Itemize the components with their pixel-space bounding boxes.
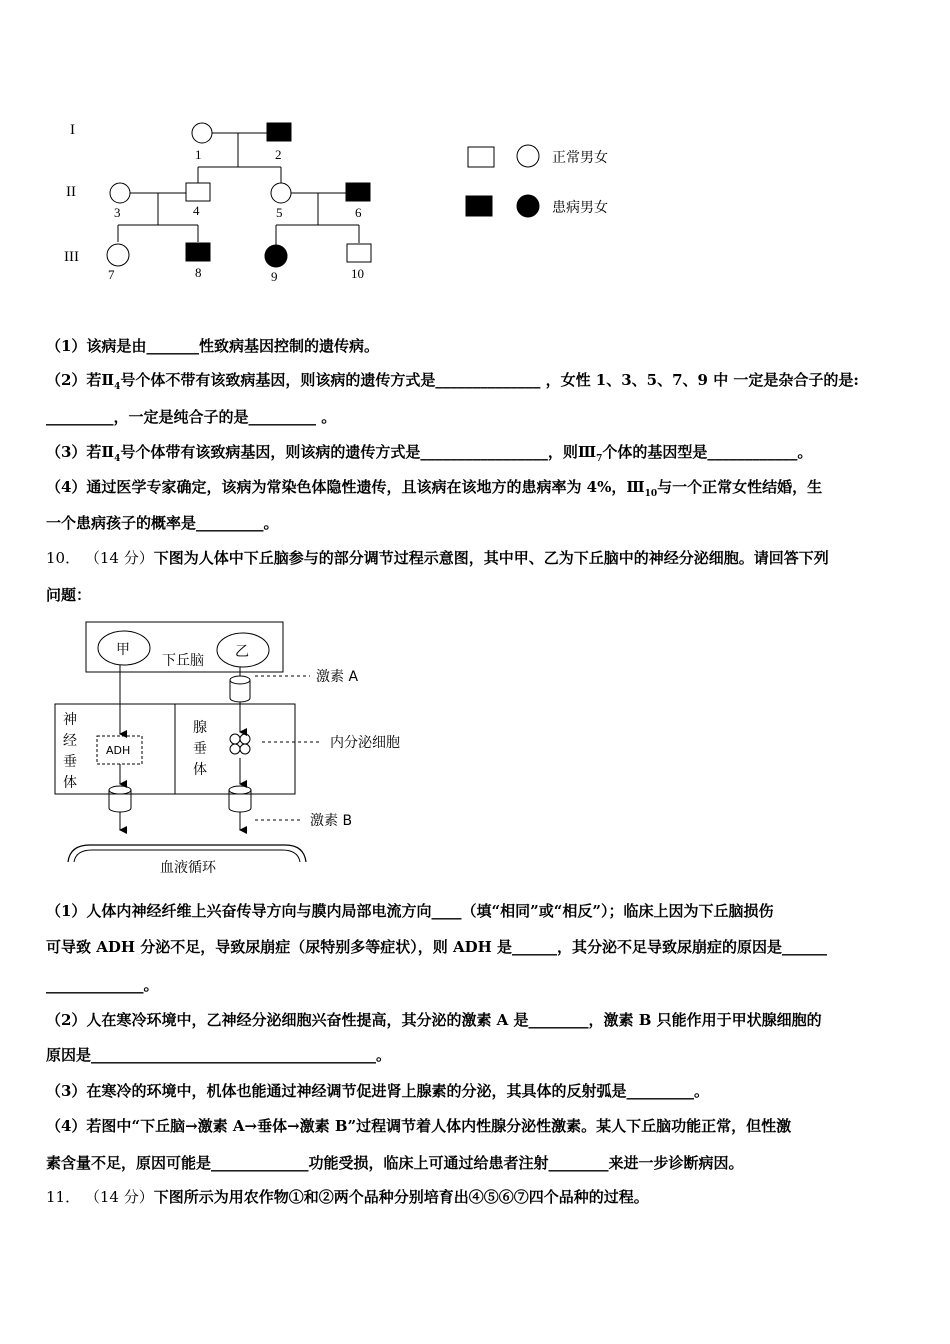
q9-part2: （2）若$Ⅱ_4$号个体不带有该致病基因，则该病的遗传方式是______________ ，女性 1、3、5、7、9 中 一定是杂合子的是: [46,371,859,392]
cell-yi-label: 乙 [235,644,249,660]
cell-jia-label: 甲 [116,642,130,658]
individual-7-normal-female [107,244,129,266]
legend-normal-male-icon [468,147,494,167]
q10-part1: （1）人体内神经纤维上兴奋传导方向与膜内局部电流方向____（填“相同”或“相反”）；临床上因为下丘脑损伤 [46,902,774,920]
legend-normal-female-icon [517,145,539,167]
generation-label-2: II [66,184,76,200]
q9-part3: （3）若$Ⅱ_4$号个体带有该致病基因，则该病的遗传方式是_________________，则$Ⅲ_7$个体的基因型是____________。 [46,443,813,464]
individual-label-5: 5 [276,205,283,220]
individual-label-6: 6 [355,205,362,220]
pedigree-figure [0,100,950,300]
individual-1-normal-female [192,123,212,143]
q10-part1-cont2: _____________。 [46,976,159,994]
q10-part1-cont: 可导致 ADH 分泌不足，导致尿崩症（尿特别多等症状），则 ADH 是______，其分泌不足导致尿崩症的原因是______ [46,938,828,956]
individual-label-9: 9 [271,269,278,284]
legend-affected-label: 患病男女 [552,200,608,216]
individual-label-3: 3 [114,205,121,220]
endocrine-cells [230,734,250,754]
individual-label-8: 8 [195,265,202,280]
q9-part1: （1）该病是由_______性致病基因控制的遗传病。 [46,337,379,355]
individual-9-affected-female [265,245,287,267]
generation-label-1: I [70,122,75,138]
q10-part2: （2）人在寒冷环境中，乙神经分泌细胞兴奋性提高，其分泌的激素 A 是________，激素 B 只能作用于甲状腺细胞的 [46,1011,822,1029]
individual-6-affected-male [346,183,370,201]
q10-part4: （4）若图中“下丘脑→激素 A→垂体→激素 B”过程调节着人体内性腺分泌性激素。某人下丘脑功能正常，但性激 [46,1117,792,1135]
q9-part2-cont: _________，一定是纯合子的是_________ 。 [46,408,337,426]
legend-affected-male-icon [466,196,492,216]
individual-label-7: 7 [108,267,115,282]
individual-3-normal-female [110,183,130,203]
endocrine-cell-label: 内分泌细胞 [330,735,400,751]
legend-normal-label: 正常男女 [552,150,608,166]
q9-part4-cont: 一个患病孩子的概率是_________。 [46,514,279,532]
neurohypophysis-char-2: 经 [63,733,77,749]
individual-label-2: 2 [275,147,282,162]
individual-label-10: 10 [351,266,364,281]
q10-part4-cont: 素含量不足，原因可能是_____________功能受损，临床上可通过给患者注射________来进一步诊断病因。 [46,1154,744,1172]
adenohypophysis-char-1: 腺 [193,720,207,736]
q11-stem: 11． （14 分）下图所示为用农作物①和②两个品种分别培育出④⑤⑥⑦四个品种的过程。 [46,1188,649,1206]
q10-stem-cont: 问题： [46,586,92,604]
individual-10-normal-male [347,244,371,262]
q10-part3: （3）在寒冷的环境中，机体也能通过神经调节促进肾上腺素的分泌，其具体的反射弧是_________。 [46,1082,709,1100]
legend-affected-female-icon [517,195,539,217]
neurohypophysis-char-1: 神 [63,712,77,728]
individual-8-affected-male [186,243,210,261]
individual-2-affected-male [267,123,291,141]
individual-4-normal-male [186,183,210,201]
hypothalamus-diagram [0,615,950,885]
adh-label: ADH [106,744,131,757]
adenohypophysis-char-2: 垂 [193,741,207,757]
blood-circulation-label: 血液循环 [160,860,216,876]
individual-label-4: 4 [193,203,200,218]
individual-label-1: 1 [195,147,202,162]
neurohypophysis-char-4: 体 [63,775,77,791]
neurohypophysis-char-3: 垂 [63,754,77,770]
q10-stem: 10． （14 分）下图为人体中下丘脑参与的部分调节过程示意图，其中甲、乙为下丘脑中的神经分泌细胞。请回答下列 [46,549,829,567]
hormone-b-label: 激素 B [310,813,353,829]
q9-part4: （4）通过医学专家确定，该病为常染色体隐性遗传，且该病在该地方的患病率为 4%，$Ⅲ_{10}$与一个正常女性结婚，生 [46,478,823,499]
generation-label-3: III [64,249,79,265]
q10-part2-cont: 原因是______________________________________。 [46,1046,392,1064]
individual-5-normal-female [271,183,291,203]
hormone-a-label: 激素 A [316,669,359,685]
hypothalamus-label: 下丘脑 [162,653,204,669]
adenohypophysis-char-3: 体 [193,762,207,778]
